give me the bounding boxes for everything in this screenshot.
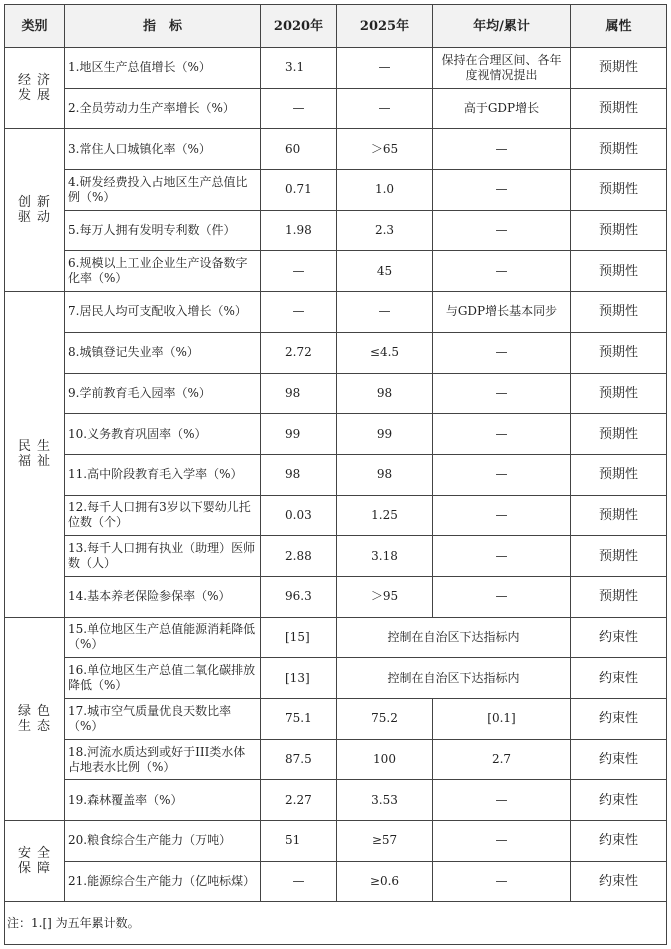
indicator-name: 8.城镇登记失业率（%） — [65, 332, 261, 373]
value-avg: 高于GDP增长 — [433, 88, 571, 129]
table-row — [5, 617, 667, 658]
attribute: 预期性 — [571, 129, 667, 170]
note-row — [5, 902, 667, 945]
attribute: 约束性 — [571, 821, 667, 862]
value-2025: 2.3 — [337, 210, 433, 251]
value-2025: 1.0 — [337, 170, 433, 211]
value-avg: — — [433, 332, 571, 373]
attribute: 预期性 — [571, 454, 667, 495]
attribute: 预期性 — [571, 88, 667, 129]
value-2025: 45 — [337, 251, 433, 292]
value-2020: 98 — [261, 373, 337, 414]
value-2020: [15] — [261, 617, 337, 658]
indicator-name: 17.城市空气质量优良天数比率（%） — [65, 699, 261, 740]
header-2025: 2025年 — [337, 5, 433, 48]
value-2025: ≤4.5 — [337, 332, 433, 373]
indicator-name: 19.森林覆盖率（%） — [65, 780, 261, 821]
table-row — [5, 88, 667, 129]
attribute: 预期性 — [571, 332, 667, 373]
value-2025: 3.53 — [337, 780, 433, 821]
attribute: 预期性 — [571, 373, 667, 414]
indicator-name: 12.每千人口拥有3岁以下婴幼儿托位数（个） — [65, 495, 261, 536]
header-2020: 2020年 — [261, 5, 337, 48]
indicator-name: 4.研发经费投入占地区生产总值比例（%） — [65, 170, 261, 211]
value-2020: — — [261, 88, 337, 129]
value-2025: ≥57 — [337, 821, 433, 862]
value-avg: — — [433, 414, 571, 455]
value-2025: ≥0.6 — [337, 861, 433, 902]
indicator-table — [4, 4, 667, 945]
table-row — [5, 332, 667, 373]
value-2020: 2.72 — [261, 332, 337, 373]
header-indicator: 指 标 — [65, 5, 261, 48]
value-2020: — — [261, 251, 337, 292]
table-row — [5, 292, 667, 333]
indicator-name: 20.粮食综合生产能力（万吨） — [65, 821, 261, 862]
indicator-name: 5.每万人拥有发明专利数（件） — [65, 210, 261, 251]
value-2025: — — [337, 292, 433, 333]
table-row — [5, 536, 667, 577]
indicator-name: 13.每千人口拥有执业（助理）医师数（人） — [65, 536, 261, 577]
value-avg: — — [433, 576, 571, 617]
indicator-name: 9.学前教育毛入园率（%） — [65, 373, 261, 414]
value-2020: 60 — [261, 129, 337, 170]
value-avg: — — [433, 210, 571, 251]
value-merged: 控制在自治区下达指标内 — [337, 658, 571, 699]
table-header-row — [5, 5, 667, 48]
value-2025: 3.18 — [337, 536, 433, 577]
value-avg: — — [433, 536, 571, 577]
value-2020: 98 — [261, 454, 337, 495]
category-innovation: 创新驱动 — [5, 129, 65, 292]
category-economy: 经济发展 — [5, 48, 65, 129]
value-avg: — — [433, 454, 571, 495]
value-2020: — — [261, 861, 337, 902]
indicator-name: 10.义务教育巩固率（%） — [65, 414, 261, 455]
value-avg: 与GDP增长基本同步 — [433, 292, 571, 333]
attribute: 约束性 — [571, 699, 667, 740]
value-2025: — — [337, 88, 433, 129]
category-livelihood: 民生福祉 — [5, 292, 65, 618]
attribute: 约束性 — [571, 861, 667, 902]
value-avg: — — [433, 373, 571, 414]
value-2025: 1.25 — [337, 495, 433, 536]
value-2020: 75.1 — [261, 699, 337, 740]
attribute: 约束性 — [571, 617, 667, 658]
value-avg: 2.7 — [433, 739, 571, 780]
table-row — [5, 454, 667, 495]
table-row — [5, 170, 667, 211]
table-row — [5, 414, 667, 455]
value-avg: — — [433, 495, 571, 536]
value-2020: 3.1 — [261, 48, 337, 89]
indicator-name: 3.常住人口城镇化率（%） — [65, 129, 261, 170]
attribute: 约束性 — [571, 739, 667, 780]
value-2020: 96.3 — [261, 576, 337, 617]
value-2025: 75.2 — [337, 699, 433, 740]
value-2020: 0.71 — [261, 170, 337, 211]
table-row — [5, 780, 667, 821]
value-2020: 2.27 — [261, 780, 337, 821]
value-2020: 87.5 — [261, 739, 337, 780]
table-row — [5, 48, 667, 89]
table-row — [5, 129, 667, 170]
value-2020: 2.88 — [261, 536, 337, 577]
attribute: 预期性 — [571, 251, 667, 292]
value-avg: [0.1] — [433, 699, 571, 740]
table-row — [5, 699, 667, 740]
attribute: 约束性 — [571, 780, 667, 821]
value-2020: [13] — [261, 658, 337, 699]
value-2025: — — [337, 48, 433, 89]
value-2025: ＞65 — [337, 129, 433, 170]
value-2020: 1.98 — [261, 210, 337, 251]
table-note: 注：1.[] 为五年累计数。 — [5, 902, 667, 945]
indicator-name: 1.地区生产总值增长（%） — [65, 48, 261, 89]
attribute: 预期性 — [571, 495, 667, 536]
table-row — [5, 658, 667, 699]
value-avg: — — [433, 129, 571, 170]
category-security: 安全保障 — [5, 821, 65, 902]
indicator-name: 21.能源综合生产能力（亿吨标煤） — [65, 861, 261, 902]
indicator-name: 2.全员劳动力生产率增长（%） — [65, 88, 261, 129]
table-row — [5, 373, 667, 414]
header-annual-cumulative: 年均/累计 — [433, 5, 571, 48]
value-merged: 控制在自治区下达指标内 — [337, 617, 571, 658]
table-row — [5, 576, 667, 617]
indicator-name: 15.单位地区生产总值能源消耗降低（%） — [65, 617, 261, 658]
value-2025: 100 — [337, 739, 433, 780]
value-avg: — — [433, 861, 571, 902]
indicator-name: 18.河流水质达到或好于III类水体占地表水比例（%） — [65, 739, 261, 780]
value-avg: — — [433, 821, 571, 862]
table-row — [5, 251, 667, 292]
attribute: 预期性 — [571, 210, 667, 251]
attribute: 预期性 — [571, 48, 667, 89]
header-attribute: 属性 — [571, 5, 667, 48]
attribute: 预期性 — [571, 536, 667, 577]
table-row — [5, 821, 667, 862]
table-row — [5, 210, 667, 251]
indicator-name: 6.规模以上工业企业生产设备数字化率（%） — [65, 251, 261, 292]
attribute: 预期性 — [571, 414, 667, 455]
indicator-name: 16.单位地区生产总值二氧化碳排放降低（%） — [65, 658, 261, 699]
attribute: 预期性 — [571, 170, 667, 211]
value-avg: — — [433, 251, 571, 292]
value-2020: 99 — [261, 414, 337, 455]
category-green: 绿色生态 — [5, 617, 65, 820]
indicator-name: 7.居民人均可支配收入增长（%） — [65, 292, 261, 333]
attribute: 预期性 — [571, 576, 667, 617]
value-2020: 0.03 — [261, 495, 337, 536]
table-row — [5, 495, 667, 536]
attribute: 约束性 — [571, 658, 667, 699]
value-avg: — — [433, 170, 571, 211]
value-2025: ＞95 — [337, 576, 433, 617]
indicator-name: 11.高中阶段教育毛入学率（%） — [65, 454, 261, 495]
table-row — [5, 739, 667, 780]
value-avg: 保持在合理区间、各年度视情况提出 — [433, 48, 571, 89]
value-2025: 99 — [337, 414, 433, 455]
value-2025: 98 — [337, 373, 433, 414]
value-avg: — — [433, 780, 571, 821]
value-2020: 51 — [261, 821, 337, 862]
indicator-name: 14.基本养老保险参保率（%） — [65, 576, 261, 617]
value-2025: 98 — [337, 454, 433, 495]
table-row — [5, 861, 667, 902]
value-2020: — — [261, 292, 337, 333]
header-category: 类别 — [5, 5, 65, 48]
attribute: 预期性 — [571, 292, 667, 333]
